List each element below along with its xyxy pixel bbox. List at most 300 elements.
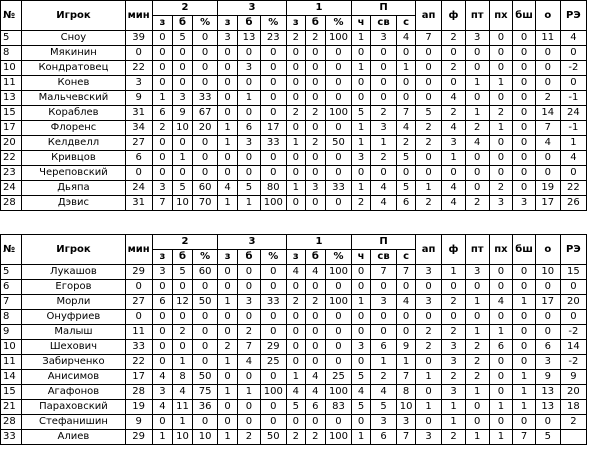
- stat-cell: 4: [397, 31, 416, 46]
- stat-cell: 1: [560, 136, 586, 151]
- stat-cell: 2: [442, 430, 466, 445]
- header-extra-3: пх: [489, 235, 513, 265]
- header-number: №: [1, 1, 22, 31]
- stat-cell: 0: [416, 415, 442, 430]
- table-row: [1, 415, 587, 430]
- stat-cell: 0: [465, 415, 489, 430]
- stat-cell: 1: [286, 181, 305, 196]
- stat-cell: 0: [193, 340, 218, 355]
- stat-cell: 0: [260, 106, 286, 121]
- stat-cell: 0: [325, 415, 351, 430]
- stat-cell: 8: [397, 385, 416, 400]
- table-row: [1, 370, 587, 385]
- stat-cell: 0: [193, 280, 218, 295]
- stat-cell: 0: [172, 136, 192, 151]
- stat-cell: 7: [152, 196, 172, 211]
- stat-cell: 0: [489, 415, 513, 430]
- stat-cell: 0: [172, 280, 192, 295]
- stat-cell: 50: [325, 136, 351, 151]
- stat-cell: 9: [125, 415, 152, 430]
- stat-cell: 0: [535, 46, 560, 61]
- stat-cell: 0: [238, 310, 261, 325]
- stat-cell: 0: [238, 370, 261, 385]
- header-subp-2: с: [397, 250, 416, 265]
- stat-cell: 2: [305, 106, 325, 121]
- header-player: Игрок: [22, 235, 125, 265]
- header-extra-3: пх: [489, 1, 513, 31]
- stat-cell: 1: [465, 76, 489, 91]
- stat-cell: 0: [286, 196, 305, 211]
- stat-cell: 0: [260, 280, 286, 295]
- stat-cell: 0: [325, 325, 351, 340]
- stat-cell: 0: [489, 151, 513, 166]
- player-name: Параховский: [22, 400, 125, 415]
- stat-cell: 0: [352, 166, 371, 181]
- stat-cell: 5: [352, 400, 371, 415]
- stat-cell: 6: [371, 430, 397, 445]
- stat-cell: 0: [260, 370, 286, 385]
- stat-cell: 7: [238, 340, 261, 355]
- stat-cell: 0: [305, 46, 325, 61]
- stat-cell: 0: [489, 136, 513, 151]
- stat-cell: 0: [238, 46, 261, 61]
- stat-cell: 2: [172, 325, 192, 340]
- stat-cell: 5: [397, 151, 416, 166]
- stat-cell: 0: [397, 46, 416, 61]
- header-subp-1: св: [371, 16, 397, 31]
- player-number: 8: [1, 46, 22, 61]
- stat-cell: 50: [193, 370, 218, 385]
- stat-cell: 0: [218, 280, 238, 295]
- stat-cell: 10: [172, 196, 192, 211]
- header-subp-1: св: [371, 250, 397, 265]
- stat-cell: 0: [125, 310, 152, 325]
- stat-cell: 0: [238, 415, 261, 430]
- stat-cell: 2: [465, 340, 489, 355]
- stat-cell: 7: [397, 370, 416, 385]
- stat-cell: 2: [465, 370, 489, 385]
- stat-cell: 4: [218, 181, 238, 196]
- stat-cell: 3: [218, 31, 238, 46]
- player-number: 15: [1, 385, 22, 400]
- stat-cell: 0: [193, 76, 218, 91]
- stat-cell: 10: [172, 121, 192, 136]
- stat-cell: 1: [513, 400, 536, 415]
- stat-cell: 0: [305, 280, 325, 295]
- stat-cell: 0: [416, 151, 442, 166]
- stat-cell: 0: [371, 166, 397, 181]
- stat-cell: 29: [260, 340, 286, 355]
- stat-cell: 4: [442, 91, 466, 106]
- stat-cell: 0: [397, 325, 416, 340]
- stat-cell: 0: [371, 280, 397, 295]
- stat-cell: 100: [325, 295, 351, 310]
- header-sub2-1: б: [172, 16, 192, 31]
- stat-cell: 0: [397, 280, 416, 295]
- header-sub2-2: %: [193, 250, 218, 265]
- stat-cell: 1: [218, 121, 238, 136]
- stat-cell: 0: [352, 76, 371, 91]
- stat-cell: 0: [535, 280, 560, 295]
- table-row: [1, 340, 587, 355]
- stat-cell: 2: [416, 325, 442, 340]
- stat-cell: 0: [416, 91, 442, 106]
- stat-cell: 0: [560, 310, 586, 325]
- player-number: 22: [1, 151, 22, 166]
- stat-cell: 0: [325, 91, 351, 106]
- stat-cell: 0: [325, 166, 351, 181]
- stat-cell: 2: [238, 325, 261, 340]
- table-row: [1, 121, 587, 136]
- stat-cell: 3: [535, 355, 560, 370]
- stat-cell: 100: [325, 106, 351, 121]
- stat-cell: 0: [218, 370, 238, 385]
- stat-cell: 0: [193, 151, 218, 166]
- stat-cell: 0: [513, 265, 536, 280]
- stat-cell: 6: [489, 340, 513, 355]
- stat-cell: 19: [125, 400, 152, 415]
- header-extra-6: РЭ: [560, 1, 586, 31]
- stat-cell: 3: [489, 196, 513, 211]
- player-name: Кривцов: [22, 151, 125, 166]
- stat-cell: 5: [286, 400, 305, 415]
- stat-cell: -2: [560, 355, 586, 370]
- stat-cell: 31: [125, 106, 152, 121]
- stat-cell: 3: [397, 415, 416, 430]
- table-row: [1, 355, 587, 370]
- stat-cell: 0: [193, 325, 218, 340]
- stat-cell: 25: [325, 370, 351, 385]
- stat-cell: 80: [260, 181, 286, 196]
- stat-cell: 2: [442, 370, 466, 385]
- player-number: 28: [1, 415, 22, 430]
- stat-cell: 0: [172, 166, 192, 181]
- player-name: Забирченко: [22, 355, 125, 370]
- header-extra-1: ф: [442, 1, 466, 31]
- stat-cell: 0: [172, 76, 192, 91]
- stat-cell: 4: [305, 265, 325, 280]
- stat-cell: 3: [352, 151, 371, 166]
- stat-cell: 3: [416, 295, 442, 310]
- stat-cell: 0: [513, 280, 536, 295]
- stat-cell: 0: [465, 151, 489, 166]
- stat-cell: 70: [193, 196, 218, 211]
- stat-cell: 0: [152, 355, 172, 370]
- stat-cell: 2: [465, 355, 489, 370]
- table-row: [1, 196, 587, 211]
- stat-cell: 0: [260, 151, 286, 166]
- player-name: Флоренс: [22, 121, 125, 136]
- stat-cell: 1: [442, 151, 466, 166]
- stat-cell: 12: [172, 295, 192, 310]
- player-number: 13: [1, 91, 22, 106]
- stat-cell: 0: [125, 280, 152, 295]
- stat-cell: 0: [489, 370, 513, 385]
- stat-cell: 6: [238, 121, 261, 136]
- stat-cell: 0: [286, 121, 305, 136]
- stat-cell: 0: [442, 46, 466, 61]
- stat-cell: 4: [397, 295, 416, 310]
- stat-cell: 0: [416, 61, 442, 76]
- stat-cell: 1: [465, 430, 489, 445]
- stat-cell: 0: [513, 31, 536, 46]
- stat-cell: 0: [218, 46, 238, 61]
- stat-cell: 1: [465, 295, 489, 310]
- stat-cell: 5: [371, 400, 397, 415]
- stat-cell: 17: [260, 121, 286, 136]
- stat-cell: 0: [442, 310, 466, 325]
- stat-cell: 0: [465, 181, 489, 196]
- stat-cell: 27: [125, 295, 152, 310]
- stat-cell: 0: [238, 151, 261, 166]
- stat-cell: 1: [352, 181, 371, 196]
- stat-cell: 3: [465, 31, 489, 46]
- stat-cell: 0: [489, 265, 513, 280]
- header-sub3-2: %: [260, 250, 286, 265]
- stat-cell: 0: [513, 46, 536, 61]
- header-rebounds: П: [352, 1, 416, 16]
- stat-cell: 0: [325, 151, 351, 166]
- stat-cell: 14: [535, 106, 560, 121]
- stat-cell: 0: [416, 76, 442, 91]
- table-row: [1, 280, 587, 295]
- stat-cell: 0: [286, 46, 305, 61]
- stat-cell: 0: [513, 106, 536, 121]
- stat-cell: 0: [305, 61, 325, 76]
- stat-cell: 0: [286, 91, 305, 106]
- stat-cell: 1: [238, 385, 261, 400]
- stat-cell: 7: [397, 265, 416, 280]
- header-free-throws: 1: [286, 235, 351, 250]
- stat-cell: 2: [305, 295, 325, 310]
- player-number: 11: [1, 355, 22, 370]
- stat-cell: 2: [238, 430, 261, 445]
- stat-cell: 2: [416, 196, 442, 211]
- stat-cell: 0: [513, 340, 536, 355]
- stat-cell: 4: [305, 385, 325, 400]
- stat-cell: 0: [442, 166, 466, 181]
- stat-cell: 0: [218, 400, 238, 415]
- player-name: Малыш: [22, 325, 125, 340]
- stat-cell: 2: [442, 295, 466, 310]
- stat-cell: 4: [442, 121, 466, 136]
- stat-cell: 24: [560, 106, 586, 121]
- stat-cell: 0: [193, 136, 218, 151]
- table-row: [1, 106, 587, 121]
- stat-cell: 5: [238, 181, 261, 196]
- player-number: 11: [1, 76, 22, 91]
- stat-cell: 0: [218, 166, 238, 181]
- stat-cell: 20: [560, 295, 586, 310]
- stat-cell: 3: [305, 181, 325, 196]
- stat-cell: 0: [325, 61, 351, 76]
- player-number: 17: [1, 121, 22, 136]
- stat-cell: 75: [193, 385, 218, 400]
- stat-cell: 0: [513, 136, 536, 151]
- stat-cell: 0: [305, 310, 325, 325]
- stat-cell: 4: [489, 295, 513, 310]
- stat-cell: 2: [489, 181, 513, 196]
- table-gap: [0, 211, 590, 234]
- stat-cell: 0: [260, 400, 286, 415]
- stat-cell: -1: [560, 121, 586, 136]
- stat-cell: 1: [371, 355, 397, 370]
- stat-cell: 0: [371, 325, 397, 340]
- stat-cell: 1: [352, 136, 371, 151]
- stat-cell: 67: [193, 106, 218, 121]
- stat-cell: 0: [325, 340, 351, 355]
- stat-cell: 10: [172, 430, 192, 445]
- stat-cell: 0: [286, 310, 305, 325]
- stat-cell: 0: [218, 151, 238, 166]
- stat-cell: 0: [218, 61, 238, 76]
- stat-cell: 3: [371, 121, 397, 136]
- stat-cell: 1: [286, 136, 305, 151]
- stat-cell: 50: [260, 430, 286, 445]
- stat-cell: 2: [560, 415, 586, 430]
- table-row: [1, 46, 587, 61]
- header-number: №: [1, 235, 22, 265]
- stat-cell: 0: [172, 61, 192, 76]
- table-row: [1, 400, 587, 415]
- header-minutes: мин: [125, 1, 152, 31]
- stat-cell: 2: [465, 121, 489, 136]
- stat-cell: 0: [535, 61, 560, 76]
- stat-cell: 4: [535, 136, 560, 151]
- player-name: Конев: [22, 76, 125, 91]
- table-row: [1, 151, 587, 166]
- stat-cell: 0: [305, 325, 325, 340]
- stat-cell: 11: [125, 325, 152, 340]
- stat-cell: 1: [513, 370, 536, 385]
- stat-cell: 0: [352, 310, 371, 325]
- header-sub1-0: з: [286, 16, 305, 31]
- stat-cell: 0: [513, 166, 536, 181]
- player-name: Келдвелл: [22, 136, 125, 151]
- stat-cell: 0: [286, 280, 305, 295]
- player-number: 15: [1, 106, 22, 121]
- stat-cell: 13: [535, 385, 560, 400]
- stat-cell: 0: [397, 91, 416, 106]
- stat-cell: 4: [560, 151, 586, 166]
- stat-cell: 24: [125, 181, 152, 196]
- stat-cell: 2: [442, 106, 466, 121]
- stat-cell: -1: [560, 91, 586, 106]
- stat-cell: 0: [489, 91, 513, 106]
- stat-cell: 1: [172, 415, 192, 430]
- stat-cell: 20: [560, 385, 586, 400]
- stat-cell: 0: [286, 325, 305, 340]
- stat-cell: 4: [442, 196, 466, 211]
- player-name: Мальчевский: [22, 91, 125, 106]
- stat-cell: 4: [442, 181, 466, 196]
- stat-cell: 2: [535, 91, 560, 106]
- stat-cell: 4: [286, 385, 305, 400]
- player-number: 20: [1, 136, 22, 151]
- stat-cell: 11: [172, 400, 192, 415]
- header-sub3-1: б: [238, 250, 261, 265]
- stat-cell: 0: [125, 46, 152, 61]
- player-name: Шехович: [22, 340, 125, 355]
- table-row: [1, 310, 587, 325]
- stat-cell: 0: [416, 166, 442, 181]
- header-sub1-1: б: [305, 16, 325, 31]
- player-number: 8: [1, 310, 22, 325]
- stat-cell: 7: [416, 31, 442, 46]
- header-free-throws: 1: [286, 1, 351, 16]
- stat-cell: 9: [125, 91, 152, 106]
- stat-cell: 1: [513, 295, 536, 310]
- stat-cell: 0: [305, 91, 325, 106]
- stat-cell: 1: [352, 295, 371, 310]
- stat-cell: 1: [218, 295, 238, 310]
- stat-cell: 60: [193, 181, 218, 196]
- stat-cell: 15: [560, 265, 586, 280]
- stat-cell: 0: [489, 280, 513, 295]
- stat-cell: 0: [352, 46, 371, 61]
- stat-cell: 2: [286, 106, 305, 121]
- player-name: Кораблев: [22, 106, 125, 121]
- header-sub3-0: з: [218, 250, 238, 265]
- stat-cell: 0: [238, 76, 261, 91]
- stat-cell: 1: [465, 385, 489, 400]
- stat-cell: 4: [465, 136, 489, 151]
- stat-cell: 1: [238, 91, 261, 106]
- stat-cell: 1: [218, 136, 238, 151]
- stat-cell: 1: [416, 400, 442, 415]
- stat-cell: 5: [352, 106, 371, 121]
- stat-cell: 1: [352, 31, 371, 46]
- stat-cell: 3: [238, 61, 261, 76]
- header-two-pointers: 2: [152, 1, 217, 16]
- stat-cell: 0: [371, 310, 397, 325]
- stat-cell: 3: [465, 265, 489, 280]
- stat-cell: 3: [371, 415, 397, 430]
- header-minutes: мин: [125, 235, 152, 265]
- stat-cell: 1: [218, 355, 238, 370]
- header-sub1-1: б: [305, 250, 325, 265]
- player-number: 33: [1, 430, 22, 445]
- stat-cell: 1: [442, 400, 466, 415]
- stat-cell: 7: [371, 265, 397, 280]
- stat-cell: 9: [535, 370, 560, 385]
- stat-cell: 0: [305, 121, 325, 136]
- stat-cell: 3: [152, 181, 172, 196]
- stats-table: [0, 234, 587, 445]
- stat-cell: 0: [535, 166, 560, 181]
- stat-cell: 3: [352, 340, 371, 355]
- stat-cell: 0: [397, 76, 416, 91]
- stat-cell: 1: [218, 196, 238, 211]
- stat-cell: 0: [371, 91, 397, 106]
- stat-cell: 1: [513, 385, 536, 400]
- stat-cell: 0: [238, 265, 261, 280]
- stat-cell: 0: [218, 91, 238, 106]
- stat-cell: 1: [352, 430, 371, 445]
- player-number: 28: [1, 196, 22, 211]
- stat-cell: 2: [218, 340, 238, 355]
- stat-cell: 0: [513, 76, 536, 91]
- stat-cell: 2: [465, 196, 489, 211]
- stat-cell: 0: [489, 385, 513, 400]
- header-sub3-1: б: [238, 16, 261, 31]
- stat-cell: 0: [489, 31, 513, 46]
- stat-cell: 34: [125, 121, 152, 136]
- player-name: Стефанишин: [22, 415, 125, 430]
- stat-cell: 6: [152, 106, 172, 121]
- stat-cell: 9: [172, 106, 192, 121]
- stat-cell: 2: [442, 325, 466, 340]
